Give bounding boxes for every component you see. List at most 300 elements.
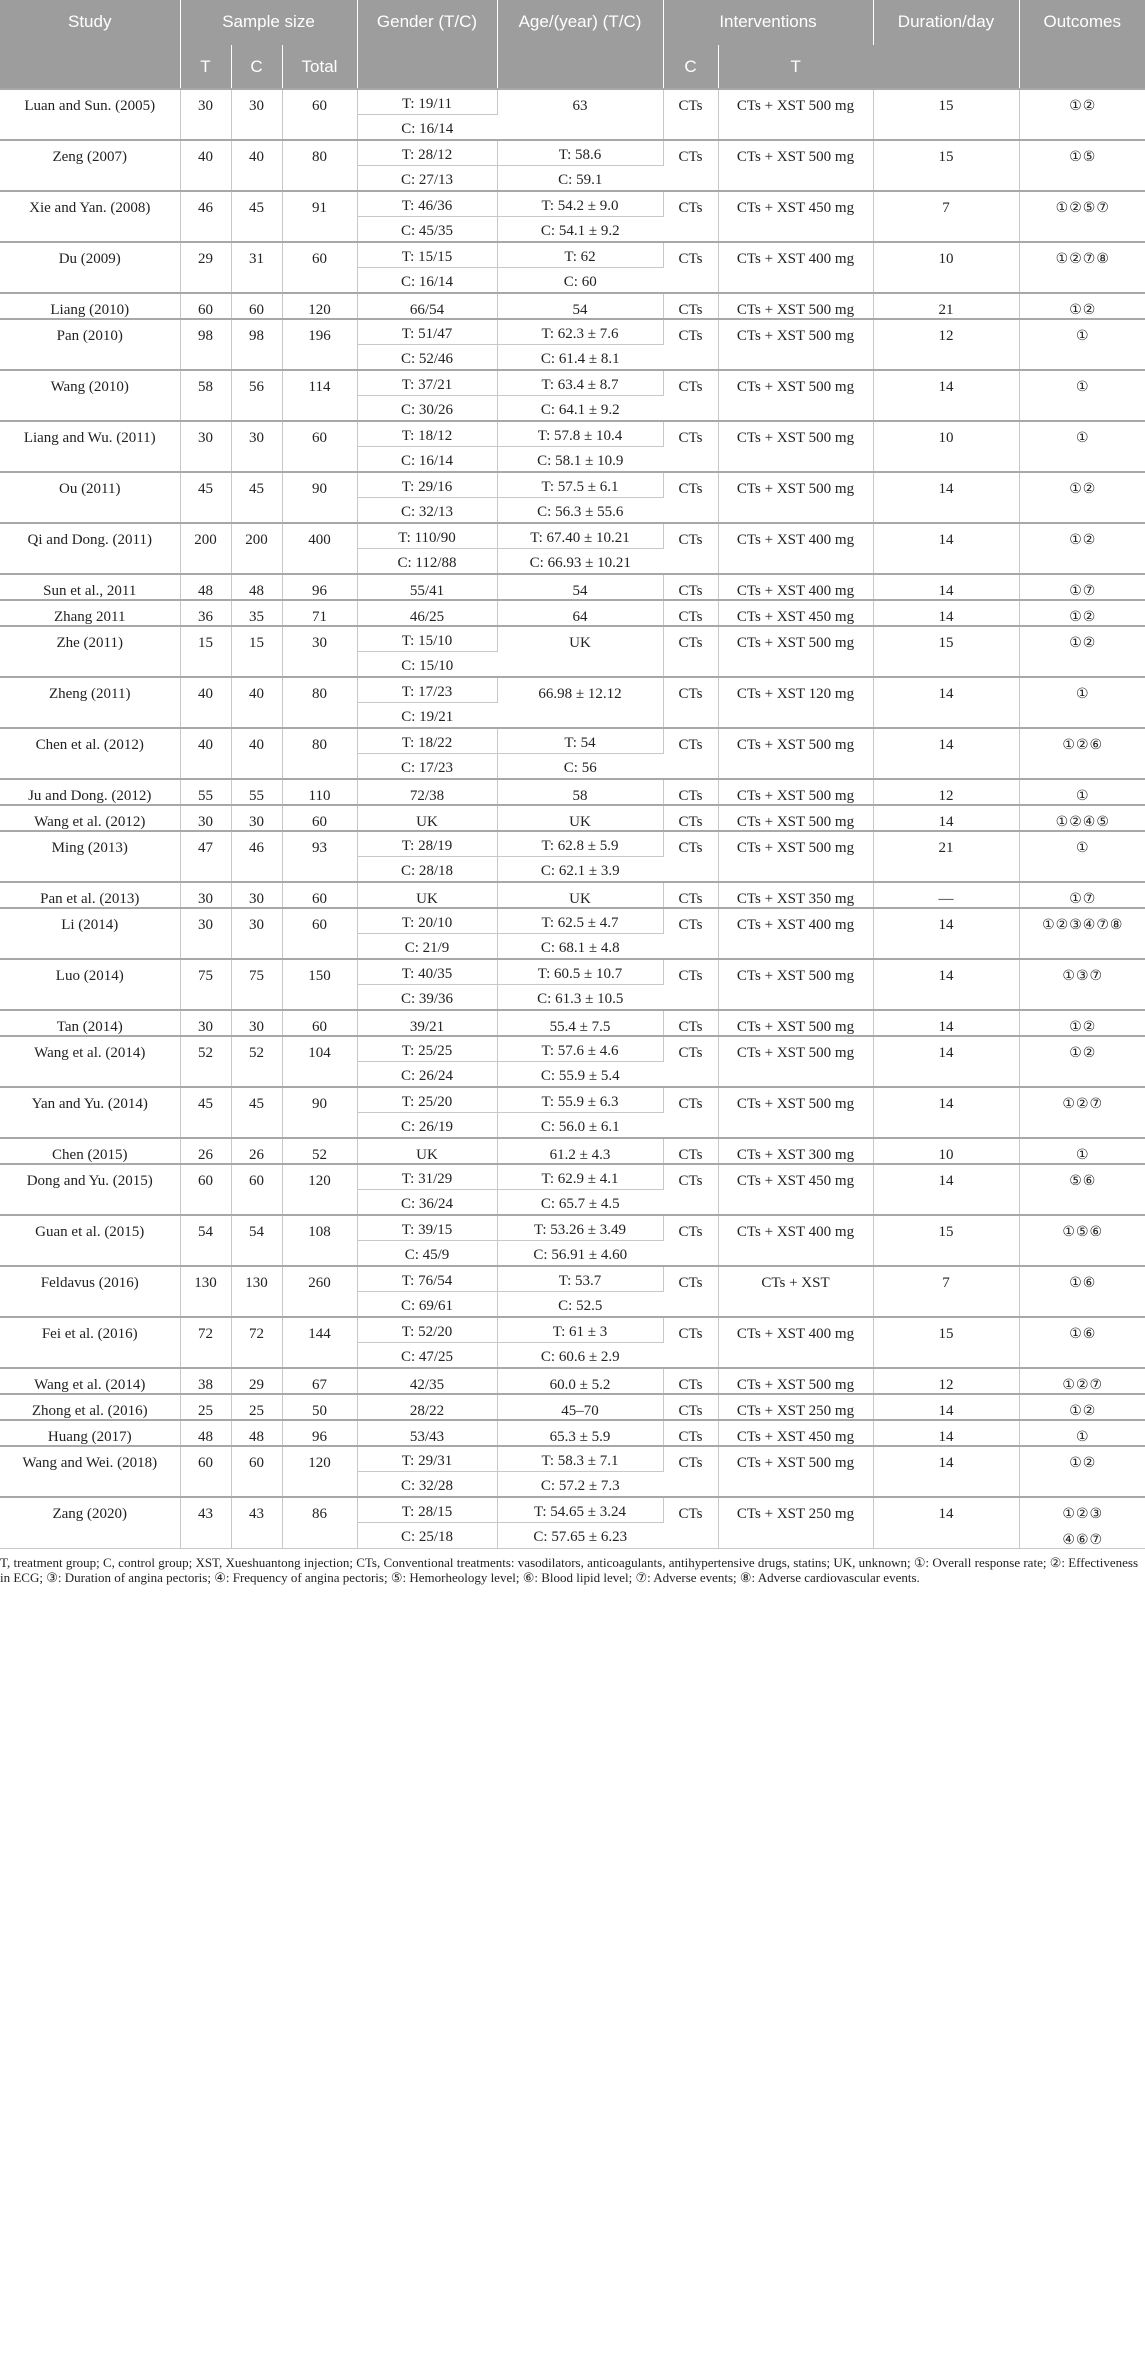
study-cell-text: Luo (2014) (55, 968, 124, 984)
sample-t-cell-text: 48 (198, 583, 213, 599)
table-row (0, 1446, 1145, 1471)
study-cell-text: Fei et al. (2016) (41, 1326, 138, 1342)
study-cell-text: Chen et al. (2012) (35, 737, 144, 753)
study-cell-text: Wang (2010) (50, 379, 129, 395)
gender-cell-text: T: 28/15 (401, 1504, 453, 1520)
duration-cell-text: 12 (938, 788, 954, 804)
outcome-marker: ② (1075, 737, 1089, 753)
sample-c-cell (231, 1266, 282, 1317)
outcome-marker: ① (1069, 1275, 1082, 1291)
gender-cell-text: 42/35 (409, 1377, 445, 1393)
age-cell (497, 89, 663, 140)
age-cell-text: 63 (572, 98, 588, 114)
age-cell (497, 1164, 663, 1189)
sample-t-cell-text: 60 (198, 302, 213, 318)
outcome-marker: ① (1062, 1506, 1075, 1522)
intervention-t-cell-text: CTs + XST 500 mg (736, 968, 855, 984)
outcome-marker: ① (1069, 635, 1082, 651)
table-row (0, 677, 1145, 702)
outcome-marker: ② (1082, 302, 1096, 318)
sample-total-cell-text: 260 (308, 1275, 331, 1291)
sample-c-cell-text: 48 (249, 583, 264, 599)
gender-cell (357, 1112, 497, 1138)
outcome-line (1020, 1096, 1145, 1112)
study-cell-text: Wang et al. (2014) (34, 1377, 146, 1393)
gender-cell-text: T: 76/54 (401, 1273, 453, 1289)
age-cell (497, 753, 663, 779)
duration-cell (873, 523, 1019, 574)
gender-cell (357, 677, 497, 702)
intervention-t-cell (718, 728, 873, 779)
sample-total-cell (282, 421, 357, 472)
outcome-line (1020, 609, 1145, 625)
sample-t-cell (180, 626, 231, 677)
intervention-t-cell (718, 1138, 873, 1164)
study-cell-text: Zang (2020) (52, 1506, 128, 1522)
gender-cell (357, 908, 497, 933)
sample-total-cell (282, 1368, 357, 1394)
study-cell (0, 805, 180, 831)
sample-total-cell (282, 1138, 357, 1164)
outcomes-cell (1019, 805, 1145, 831)
outcomes-cell (1019, 600, 1145, 626)
sample-c-cell (231, 1010, 282, 1036)
sample-total-cell (282, 191, 357, 242)
duration-cell-text: 14 (938, 917, 954, 933)
outcome-marker: ⑥ (1075, 1532, 1089, 1548)
table-row (0, 370, 1145, 395)
intervention-t-cell-text: CTs + XST 500 mg (736, 98, 855, 114)
intervention-t-cell-text: CTs + XST 500 mg (736, 635, 855, 651)
outcome-marker: ② (1069, 200, 1082, 216)
sample-t-cell-text: 30 (198, 917, 213, 933)
duration-cell (873, 574, 1019, 600)
intervention-t-cell-text: CTs + XST (761, 1275, 830, 1291)
age-cell-text: C: 65.7 ± 4.5 (540, 1195, 620, 1212)
sample-total-cell-text: 80 (312, 686, 327, 702)
gender-cell (357, 370, 497, 395)
outcome-marker: ① (1062, 968, 1075, 984)
intervention-t-cell-text: CTs + XST 500 mg (736, 1096, 855, 1112)
intervention-t-cell-text: CTs + XST 450 mg (736, 200, 855, 216)
study-cell-text: Zeng (2007) (52, 149, 128, 165)
outcome-marker: ③ (1069, 917, 1082, 933)
sample-t-cell (180, 1446, 231, 1497)
intervention-c-cell (663, 370, 718, 421)
sample-t-cell (180, 370, 231, 421)
intervention-c-cell (663, 1164, 718, 1215)
sample-total-cell-text: 144 (308, 1326, 331, 1342)
age-cell (497, 1368, 663, 1394)
gender-cell (357, 1471, 497, 1497)
sample-c-cell-text: 45 (249, 1096, 264, 1112)
outcome-marker: ④ (1082, 917, 1096, 933)
table-row (0, 779, 1145, 805)
outcome-marker: ② (1055, 917, 1069, 933)
sample-t-cell (180, 1010, 231, 1036)
header-study: Study (0, 0, 180, 89)
duration-cell-text: 14 (938, 1429, 954, 1445)
age-cell (497, 1215, 663, 1240)
intervention-t-cell-text: CTs + XST 500 mg (736, 840, 855, 856)
outcome-line (1020, 481, 1145, 497)
sample-t-cell-text: 52 (198, 1045, 213, 1061)
outcome-marker: ① (1062, 1377, 1075, 1393)
intervention-t-cell-text: CTs + XST 500 mg (736, 1019, 855, 1035)
gender-cell (357, 1215, 497, 1240)
sample-t-cell-text: 130 (194, 1275, 217, 1291)
sample-t-cell (180, 191, 231, 242)
study-cell (0, 140, 180, 191)
outcome-marker: ② (1075, 1096, 1089, 1112)
intervention-t-cell (718, 779, 873, 805)
age-cell-text: T: 62.8 ± 5.9 (541, 838, 619, 854)
intervention-c-cell (663, 89, 718, 140)
sample-total-cell (282, 1497, 357, 1549)
sample-t-cell-text: 26 (198, 1147, 213, 1163)
gender-cell-text: C: 17/23 (400, 759, 454, 776)
sample-c-cell (231, 831, 282, 882)
sample-total-cell-text: 120 (308, 1173, 331, 1189)
duration-cell (873, 882, 1019, 908)
sample-c-cell-text: 40 (249, 686, 264, 702)
sample-t-cell-text: 45 (198, 1096, 213, 1112)
age-cell-text: C: 62.1 ± 3.9 (540, 862, 620, 879)
duration-cell (873, 293, 1019, 319)
sample-t-cell-text: 36 (198, 609, 213, 625)
sample-c-cell (231, 421, 282, 472)
gender-cell-text: T: 19/11 (402, 96, 452, 112)
outcome-line (1020, 788, 1145, 804)
sample-t-cell (180, 293, 231, 319)
sample-c-cell (231, 1420, 282, 1446)
sample-t-cell-text: 200 (194, 532, 217, 548)
age-cell-text: 55.4 ± 7.5 (549, 1019, 611, 1035)
age-cell (497, 344, 663, 370)
table-row (0, 1497, 1145, 1522)
outcome-line (1020, 1377, 1145, 1393)
age-cell (497, 882, 663, 908)
outcome-marker: ① (1069, 532, 1082, 548)
gender-cell (357, 1164, 497, 1189)
outcome-line (1020, 968, 1145, 984)
outcome-line (1020, 532, 1145, 548)
sample-total-cell (282, 882, 357, 908)
intervention-t-cell-text: CTs + XST 400 mg (736, 251, 855, 267)
sample-c-cell-text: 35 (249, 609, 264, 625)
intervention-t-cell-text: CTs + XST 500 mg (736, 737, 855, 753)
duration-cell (873, 421, 1019, 472)
intervention-t-cell-text: CTs + XST 400 mg (736, 917, 855, 933)
gender-cell (357, 753, 497, 779)
sample-total-cell (282, 959, 357, 1010)
outcomes-cell (1019, 882, 1145, 908)
intervention-c-cell (663, 677, 718, 728)
study-cell (0, 1036, 180, 1087)
intervention-t-cell-text: CTs + XST 500 mg (736, 379, 855, 395)
sample-t-cell (180, 1138, 231, 1164)
outcome-line (1020, 686, 1145, 702)
outcome-line (1020, 1506, 1145, 1522)
sample-c-cell-text: 52 (249, 1045, 264, 1061)
sample-c-cell (231, 805, 282, 831)
duration-cell-text: 21 (938, 302, 954, 318)
sample-c-cell (231, 600, 282, 626)
gender-cell-text: C: 26/24 (400, 1067, 454, 1084)
sample-t-cell (180, 574, 231, 600)
gender-cell-text: T: 18/12 (401, 428, 453, 444)
age-cell-text: C: 68.1 ± 4.8 (540, 939, 620, 956)
sample-total-cell-text: 104 (308, 1045, 331, 1061)
gender-cell (357, 856, 497, 882)
duration-cell-text: 15 (938, 149, 954, 165)
intervention-c-cell-text: CTs (678, 917, 703, 933)
age-cell-text: T: 54.65 ± 3.24 (533, 1504, 627, 1520)
outcomes-cell (1019, 1087, 1145, 1138)
gender-cell-text: C: 30/26 (400, 401, 454, 418)
age-cell-text: T: 53.26 ± 3.49 (533, 1222, 627, 1238)
study-cell-text: Zhong et al. (2016) (31, 1403, 148, 1419)
gender-cell-text: C: 32/28 (400, 1477, 454, 1494)
study-cell-text: Zhe (2011) (56, 635, 123, 651)
sample-total-cell-text: 86 (312, 1506, 327, 1522)
table-row (0, 805, 1145, 831)
outcomes-cell (1019, 1446, 1145, 1497)
intervention-c-cell (663, 472, 718, 523)
gender-cell-text: T: 52/20 (401, 1324, 453, 1340)
gender-cell-text: C: 16/14 (401, 120, 454, 137)
intervention-c-cell (663, 600, 718, 626)
gender-cell-text: C: 52/46 (400, 350, 454, 367)
outcome-marker: ⑦ (1082, 251, 1096, 267)
sample-c-cell-text: 56 (249, 379, 264, 395)
sample-t-cell (180, 523, 231, 574)
age-cell (497, 1189, 663, 1215)
duration-cell (873, 779, 1019, 805)
sample-total-cell (282, 908, 357, 959)
study-cell (0, 1394, 180, 1420)
gender-cell (357, 702, 497, 728)
outcome-marker: ① (1069, 609, 1082, 625)
sample-total-cell (282, 1266, 357, 1317)
intervention-t-cell-text: CTs + XST 500 mg (736, 328, 855, 344)
study-cell (0, 472, 180, 523)
gender-cell (357, 1189, 497, 1215)
header-outcomes: Outcomes (1019, 0, 1145, 89)
duration-cell (873, 1497, 1019, 1549)
duration-cell (873, 1420, 1019, 1446)
study-cell-text: Huang (2017) (47, 1429, 132, 1445)
gender-cell (357, 497, 497, 523)
gender-cell (357, 728, 497, 753)
sample-total-cell-text: 52 (312, 1147, 327, 1163)
outcomes-cell (1019, 1266, 1145, 1317)
intervention-c-cell-text: CTs (678, 1147, 703, 1163)
sample-t-cell-text: 40 (198, 686, 213, 702)
sample-total-cell-text: 196 (308, 328, 331, 344)
study-cell (0, 523, 180, 574)
sample-total-cell (282, 140, 357, 191)
outcomes-cell (1019, 140, 1145, 191)
sample-total-cell (282, 600, 357, 626)
study-cell (0, 421, 180, 472)
gender-cell-text: C: 36/24 (400, 1195, 454, 1212)
sample-c-cell-text: 75 (249, 968, 264, 984)
intervention-t-cell-text: CTs + XST 400 mg (736, 1326, 855, 1342)
intervention-c-cell-text: CTs (678, 891, 703, 907)
outcome-marker: ① (1075, 788, 1089, 804)
table-body (0, 89, 1145, 1549)
study-cell (0, 1266, 180, 1317)
sample-total-cell (282, 1215, 357, 1266)
age-cell (497, 626, 663, 677)
intervention-t-cell-text: CTs + XST 500 mg (736, 430, 855, 446)
duration-cell-text: 14 (938, 968, 954, 984)
sample-c-cell (231, 242, 282, 293)
age-cell (497, 1061, 663, 1087)
intervention-c-cell-text: CTs (678, 840, 703, 856)
gender-cell (357, 1522, 497, 1548)
intervention-t-cell-text: CTs + XST 500 mg (736, 149, 855, 165)
gender-cell (357, 140, 497, 165)
header-sample-size: Sample size (180, 0, 357, 45)
gender-cell-text: T: 29/31 (401, 1453, 453, 1469)
intervention-c-cell-text: CTs (678, 814, 703, 830)
outcome-marker: ① (1069, 302, 1082, 318)
duration-cell-text: 14 (938, 379, 954, 395)
outcome-marker: ② (1082, 609, 1096, 625)
intervention-t-cell-text: CTs + XST 250 mg (736, 1403, 855, 1419)
sample-t-cell (180, 1420, 231, 1446)
age-cell-text: T: 58.3 ± 7.1 (541, 1453, 619, 1469)
gender-cell-text: 53/43 (409, 1429, 445, 1445)
age-cell-text: 65.3 ± 5.9 (549, 1429, 611, 1445)
outcome-marker: ① (1075, 686, 1089, 702)
outcome-line (1020, 814, 1145, 830)
outcome-line (1020, 1173, 1145, 1189)
age-cell-text: T: 57.5 ± 6.1 (541, 479, 619, 495)
gender-cell (357, 984, 497, 1010)
age-cell-text: C: 59.1 (558, 171, 603, 188)
table-row (0, 959, 1145, 984)
outcome-marker: ① (1069, 891, 1082, 907)
sample-total-cell-text: 67 (312, 1377, 327, 1393)
age-cell-text: C: 61.4 ± 8.1 (540, 350, 620, 367)
gender-cell (357, 344, 497, 370)
age-cell-text: 60.0 ± 5.2 (549, 1377, 611, 1393)
age-cell (497, 242, 663, 267)
outcomes-cell (1019, 191, 1145, 242)
outcome-marker: ⑥ (1082, 1326, 1096, 1342)
outcome-marker: ② (1082, 1455, 1096, 1471)
intervention-c-cell (663, 574, 718, 600)
gender-cell-text: T: 39/15 (401, 1222, 453, 1238)
gender-cell-text: C: 28/18 (400, 862, 454, 879)
outcome-marker: ⑦ (1089, 1096, 1103, 1112)
duration-cell (873, 1138, 1019, 1164)
duration-cell-text: 12 (938, 1377, 954, 1393)
sample-t-cell (180, 1036, 231, 1087)
age-cell-text: C: 52.5 (558, 1297, 603, 1314)
sample-total-cell-text: 60 (312, 98, 327, 114)
intervention-t-cell (718, 293, 873, 319)
outcomes-cell (1019, 523, 1145, 574)
sample-total-cell (282, 242, 357, 293)
outcome-marker: ⑦ (1089, 1377, 1103, 1393)
outcomes-cell (1019, 293, 1145, 319)
sample-t-cell-text: 25 (198, 1403, 213, 1419)
age-cell-text: C: 60 (563, 273, 597, 290)
age-cell-text: T: 62.5 ± 4.7 (541, 915, 619, 931)
sample-c-cell (231, 882, 282, 908)
sample-total-cell-text: 96 (312, 583, 327, 599)
age-cell-text: T: 54 (564, 735, 596, 751)
intervention-c-cell (663, 1446, 718, 1497)
outcome-marker: ③ (1089, 1506, 1103, 1522)
intervention-c-cell (663, 626, 718, 677)
outcome-line (1020, 1326, 1145, 1342)
intervention-c-cell (663, 319, 718, 370)
study-cell (0, 1010, 180, 1036)
sample-c-cell-text: 43 (249, 1506, 264, 1522)
sample-t-cell-text: 46 (198, 200, 213, 216)
intervention-c-cell-text: CTs (678, 609, 703, 625)
sample-t-cell-text: 98 (198, 328, 213, 344)
sample-total-cell-text: 96 (312, 1429, 327, 1445)
duration-cell-text: 14 (938, 1019, 954, 1035)
sample-total-cell-text: 400 (308, 532, 331, 548)
study-cell-text: Ou (2011) (58, 481, 121, 497)
age-cell-text: C: 61.3 ± 10.5 (537, 990, 624, 1007)
study-cell-text: Zheng (2011) (48, 686, 131, 702)
gender-cell (357, 574, 497, 600)
sample-t-cell (180, 959, 231, 1010)
intervention-t-cell (718, 831, 873, 882)
outcome-marker: ① (1069, 1455, 1082, 1471)
age-cell (497, 1446, 663, 1471)
study-cell (0, 779, 180, 805)
intervention-c-cell (663, 1497, 718, 1549)
age-cell (497, 370, 663, 395)
outcome-marker: ⑧ (1096, 251, 1109, 267)
sample-c-cell (231, 89, 282, 140)
outcome-marker: ② (1075, 1506, 1089, 1522)
intervention-t-cell (718, 191, 873, 242)
duration-cell-text: 14 (938, 814, 954, 830)
intervention-t-cell (718, 1087, 873, 1138)
intervention-c-cell-text: CTs (678, 1429, 703, 1445)
study-cell-text: Wang et al. (2012) (34, 814, 146, 830)
header-duration: Duration/day (873, 0, 1019, 89)
duration-cell (873, 600, 1019, 626)
age-cell (497, 395, 663, 421)
sample-t-cell-text: 15 (198, 635, 213, 651)
outcomes-cell (1019, 319, 1145, 370)
intervention-t-cell (718, 1394, 873, 1420)
intervention-c-cell (663, 523, 718, 574)
age-cell (497, 1138, 663, 1164)
intervention-c-cell (663, 1010, 718, 1036)
intervention-c-cell-text: CTs (678, 328, 703, 344)
study-cell (0, 677, 180, 728)
sample-total-cell (282, 805, 357, 831)
outcomes-cell (1019, 1420, 1145, 1446)
intervention-c-cell-text: CTs (678, 149, 703, 165)
intervention-c-cell (663, 140, 718, 191)
sample-c-cell-text: 30 (249, 917, 264, 933)
gender-cell (357, 805, 497, 831)
gender-cell-text: T: 25/25 (401, 1043, 453, 1059)
